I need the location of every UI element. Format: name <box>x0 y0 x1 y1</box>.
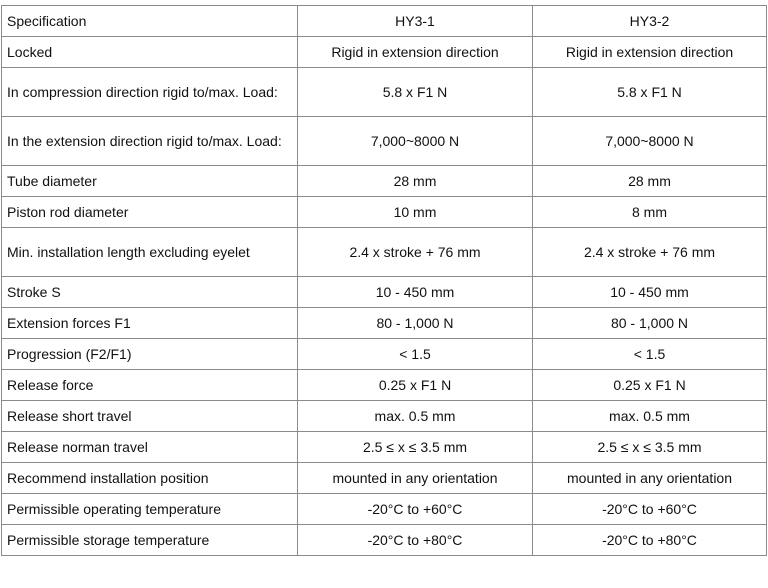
row-label: In compression direction rigid to/max. Load: <box>2 68 298 117</box>
row-label: Stroke S <box>2 277 298 308</box>
specification-table <box>1 5 767 556</box>
row-label: Extension forces F1 <box>2 308 298 339</box>
table-row <box>2 339 767 370</box>
row-value-hy3-2: 8 mm <box>533 197 767 228</box>
row-label: Permissible storage temperature <box>2 525 298 556</box>
table-row <box>2 494 767 525</box>
row-value-hy3-1: mounted in any orientation <box>298 463 533 494</box>
table-row <box>2 525 767 556</box>
table-header-row <box>2 6 767 37</box>
row-value-hy3-1: 10 - 450 mm <box>298 277 533 308</box>
row-label: Permissible operating temperature <box>2 494 298 525</box>
row-value-hy3-1: 0.25 x F1 N <box>298 370 533 401</box>
row-value-hy3-2: mounted in any orientation <box>533 463 767 494</box>
header-specification: Specification <box>2 6 298 37</box>
table-row <box>2 166 767 197</box>
table-row <box>2 277 767 308</box>
row-value-hy3-1: 5.8 x F1 N <box>298 68 533 117</box>
row-value-hy3-1: -20°C to +80°C <box>298 525 533 556</box>
row-label: Progression (F2/F1) <box>2 339 298 370</box>
row-value-hy3-1: 7,000~8000 N <box>298 117 533 166</box>
table-row <box>2 197 767 228</box>
row-label: Locked <box>2 37 298 68</box>
row-value-hy3-1: Rigid in extension direction <box>298 37 533 68</box>
row-value-hy3-2: 2.4 x stroke + 76 mm <box>533 228 767 277</box>
row-value-hy3-1: < 1.5 <box>298 339 533 370</box>
row-value-hy3-2: 80 - 1,000 N <box>533 308 767 339</box>
row-value-hy3-2: < 1.5 <box>533 339 767 370</box>
row-label: Release norman travel <box>2 432 298 463</box>
row-label: Release force <box>2 370 298 401</box>
table-row <box>2 228 767 277</box>
table-row <box>2 463 767 494</box>
row-value-hy3-2: 7,000~8000 N <box>533 117 767 166</box>
header-hy3-1: HY3-1 <box>298 6 533 37</box>
row-value-hy3-2: Rigid in extension direction <box>533 37 767 68</box>
row-value-hy3-1: -20°C to +60°C <box>298 494 533 525</box>
table-row <box>2 401 767 432</box>
row-label: In the extension direction rigid to/max. Load: <box>2 117 298 166</box>
table-row <box>2 308 767 339</box>
table-row <box>2 37 767 68</box>
row-value-hy3-2: 2.5 ≤ x ≤ 3.5 mm <box>533 432 767 463</box>
row-value-hy3-2: max. 0.5 mm <box>533 401 767 432</box>
header-hy3-2: HY3-2 <box>533 6 767 37</box>
row-label: Tube diameter <box>2 166 298 197</box>
row-value-hy3-2: 10 - 450 mm <box>533 277 767 308</box>
row-label: Min. installation length excluding eyelet <box>2 228 298 277</box>
row-value-hy3-2: -20°C to +80°C <box>533 525 767 556</box>
table-row <box>2 432 767 463</box>
row-value-hy3-2: 0.25 x F1 N <box>533 370 767 401</box>
row-value-hy3-1: 28 mm <box>298 166 533 197</box>
row-value-hy3-1: 2.5 ≤ x ≤ 3.5 mm <box>298 432 533 463</box>
row-label: Recommend installation position <box>2 463 298 494</box>
table-row <box>2 68 767 117</box>
table-row <box>2 117 767 166</box>
row-label: Piston rod diameter <box>2 197 298 228</box>
row-value-hy3-1: 80 - 1,000 N <box>298 308 533 339</box>
row-label: Release short travel <box>2 401 298 432</box>
row-value-hy3-2: 28 mm <box>533 166 767 197</box>
row-value-hy3-1: 2.4 x stroke + 76 mm <box>298 228 533 277</box>
row-value-hy3-1: 10 mm <box>298 197 533 228</box>
row-value-hy3-2: 5.8 x F1 N <box>533 68 767 117</box>
table-row <box>2 370 767 401</box>
row-value-hy3-1: max. 0.5 mm <box>298 401 533 432</box>
row-value-hy3-2: -20°C to +60°C <box>533 494 767 525</box>
